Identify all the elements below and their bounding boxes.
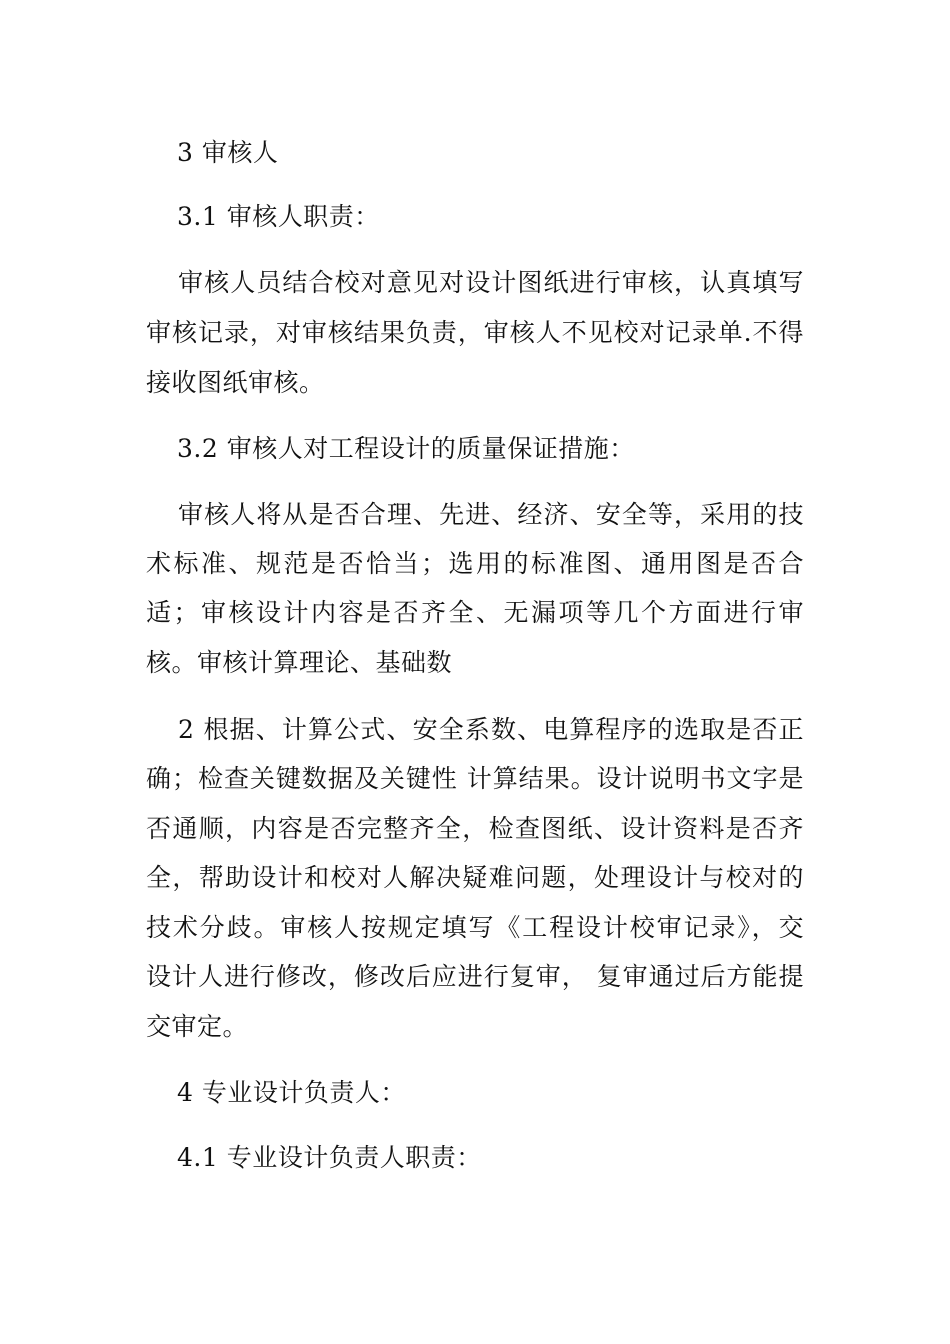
paragraph-3-2-line-1: 审核人将从是否合理、先进、经济、安全等，采用的技 [178,500,804,529]
paragraph-3-2-line-2: 术标准、规范是否恰当；选用的标准图、通用图是否合 [146,549,804,578]
paragraph-3-2-line-4: 核。审核计算理论、基础数 [146,648,453,677]
paragraph-3-3-line-6: 设计人进行修改，修改后应进行复审， 复审通过后方能提 [146,962,804,991]
section-3-1-heading: 3.1 审核人职责： [177,202,380,231]
paragraph-3-3-line-1: 2 根据、计算公式、安全系数、电算程序的选取是否正 [178,715,804,744]
paragraph-3-2-line-3: 适；审核设计内容是否齐全、无漏项等几个方面进行审 [146,598,804,627]
paragraph-3-3-line-4: 全，帮助设计和校对人解决疑难问题，处理设计与校对的 [146,863,804,892]
paragraph-3-1-line-2: 审核记录，对审核结果负责，审核人不见校对记录单.不得 [146,318,804,347]
section-4-heading: 4 专业设计负责人： [177,1078,406,1107]
paragraph-3-3-line-3: 否通顺，内容是否完整齐全，检查图纸、设计资料是否齐 [146,814,804,843]
paragraph-3-1-line-3: 接收图纸审核。 [146,368,325,397]
paragraph-3-3-line-7: 交审定。 [146,1012,249,1041]
paragraph-3-3-line-5: 技术分歧。审核人按规定填写《工程设计校审记录》，交 [146,913,804,942]
paragraph-3-3-line-2: 确；检查关键数据及关键性 计算结果。设计说明书文字是 [146,764,804,793]
paragraph-3-1-line-1: 审核人员结合校对意见对设计图纸进行审核，认真填写 [178,268,804,297]
section-3-2-heading: 3.2 审核人对工程设计的质量保证措施： [177,434,635,463]
section-4-1-heading: 4.1 专业设计负责人职责： [177,1143,482,1172]
section-3-heading: 3 审核人 [177,138,279,167]
